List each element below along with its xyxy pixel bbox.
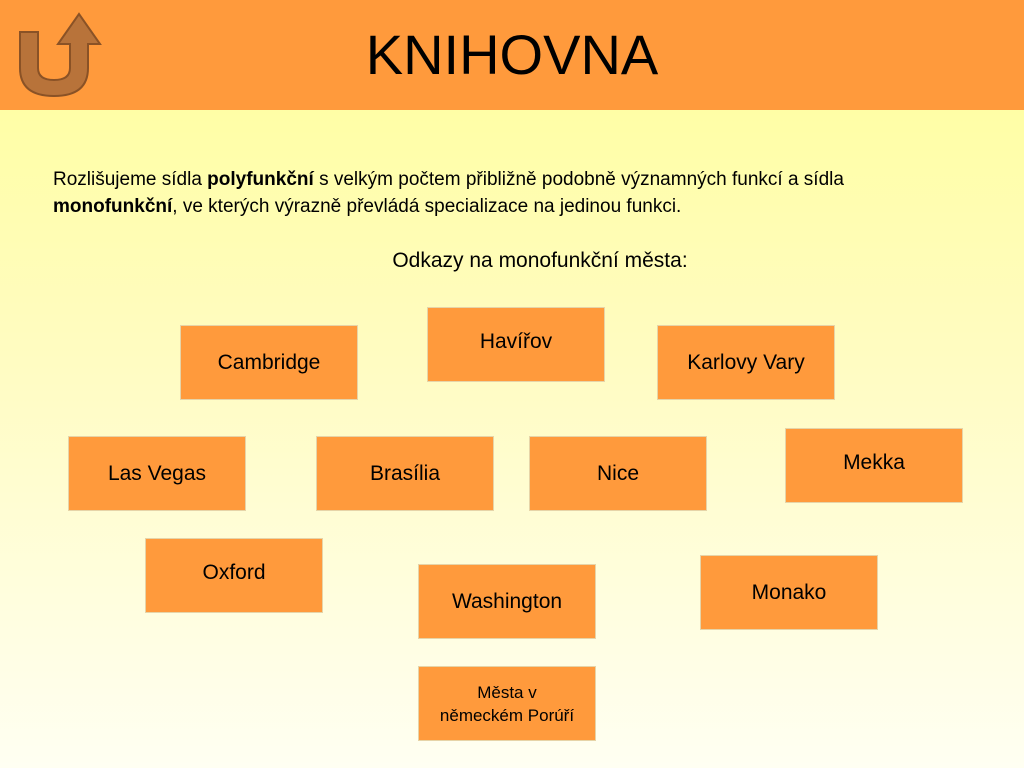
intro-text-1: Rozlišujeme sídla: [53, 169, 208, 190]
intro-bold-monofunkcni: monofunkční: [53, 196, 173, 217]
city-link-washington[interactable]: [418, 564, 596, 639]
intro-bold-polyfunkcni: polyfunkční: [207, 169, 314, 190]
city-label-washington: Washington: [451, 589, 563, 613]
city-link-brasilia[interactable]: [316, 436, 494, 511]
city-link-havirov[interactable]: [427, 307, 605, 382]
intro-text-2: s velkým počtem přibližně podobně významných funkcí a sídla: [313, 169, 844, 190]
city-label-porur-line2: německém Porúří: [439, 705, 575, 725]
city-label-las-vegas: Las Vegas: [107, 461, 207, 485]
city-label-karlovy-vary: Karlovy Vary: [687, 350, 805, 374]
city-link-porur[interactable]: [418, 666, 596, 741]
intro-text-3: , ve kterých výrazně převládá specializace na jedinou funkci.: [172, 196, 682, 217]
city-label-brasilia: Brasília: [369, 461, 441, 485]
city-label-nice: Nice: [596, 461, 639, 485]
intro-paragraph: [53, 166, 973, 220]
city-link-cambridge[interactable]: [180, 325, 358, 400]
city-link-mekka[interactable]: [785, 428, 963, 503]
city-link-monako[interactable]: [700, 555, 878, 630]
city-link-karlovy-vary[interactable]: [657, 325, 835, 400]
city-link-nice[interactable]: [529, 436, 707, 511]
page-title: KNIHOVNA: [365, 23, 659, 86]
city-label-oxford: Oxford: [202, 560, 266, 584]
city-link-las-vegas[interactable]: [68, 436, 246, 511]
city-label-mekka: Mekka: [843, 450, 905, 474]
city-label-porur: [440, 681, 574, 727]
city-label-havirov: Havířov: [479, 329, 553, 353]
city-link-oxford[interactable]: [145, 538, 323, 613]
links-heading: Odkazy na monofunkční města:: [392, 249, 688, 272]
city-label-cambridge: Cambridge: [217, 350, 321, 374]
city-label-porur-line1: Města v: [477, 682, 537, 702]
city-label-monako: Monako: [751, 580, 827, 604]
